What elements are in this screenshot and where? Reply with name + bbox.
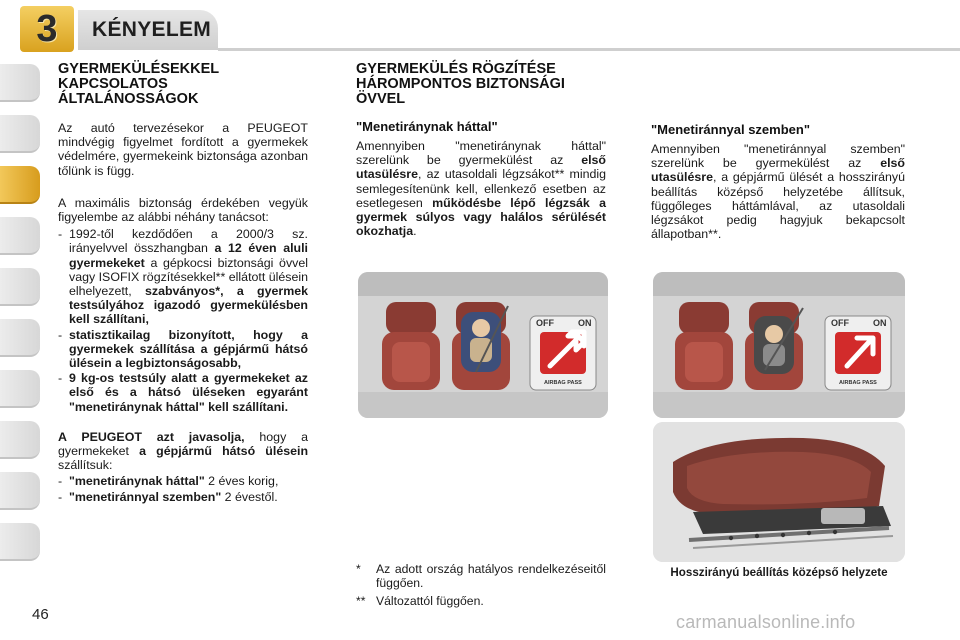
- section-heading-general: GYERMEKÜLÉSEKKEL KAPCSOLATOS ÁLTALÁNOSSÁGOK: [58, 61, 219, 107]
- thumb-tab: [0, 370, 40, 408]
- switch-caption-label: AIRBAG PASS: [839, 380, 877, 386]
- chapter-title: KÉNYELEM: [92, 18, 212, 41]
- list-item: - 9 kg-os testsúly alatt a gyermekeket az első és a hátsó üléseken egyaránt "menetiránynak háttal" kell szállítani.: [58, 371, 308, 414]
- general-info-column: [58, 62, 308, 505]
- recommendation-list: [58, 474, 308, 503]
- header-divider: [218, 48, 960, 51]
- thumb-tab: [0, 268, 40, 306]
- switch-on-label: ON: [578, 318, 592, 328]
- thumb-tab: [0, 523, 40, 561]
- recommendation-paragraph: A PEUGEOT azt javasolja, hogy a gyermekeket a gépjármű hátsó ülésein szállítsuk:: [58, 429, 309, 473]
- forward-facing-column: [651, 122, 905, 241]
- page-number: 46: [32, 606, 49, 623]
- seat-rail-photo: [653, 422, 905, 562]
- advice-paragraph: A maximális biztonság érdekében vegyük figyelembe az alábbi néhány tanácsot:: [58, 195, 308, 225]
- list-item: - statisztikailag bizonyított, hogy a gyermekek szállítása a gépjármű hátsó ülésein a legbiztonságosabb,: [58, 328, 308, 371]
- switch-caption-label: AIRBAG PASS: [544, 380, 582, 386]
- footnote: ** Változattól függően.: [356, 594, 484, 608]
- section-heading-belt: GYERMEKÜLÉS RÖGZÍTÉSE HÁROMPONTOS BIZTONSÁGI ÖVVEL: [356, 61, 565, 107]
- list-item: - 1992-től kezdődően a 2000/3 sz. irányelvvel összhangban a 12 éven aluli gyermekeket a gépkocsi biztonsági övvel vagy ISOFIX rögzítésekkel** ellátott ülésein elhelyezett, szabványos*, a gyermek testsúlyához igazodó gyermekülésben kell szállítani,: [58, 227, 308, 326]
- watermark: carmanualsonline.info: [676, 612, 856, 632]
- child-seat-icon: [754, 316, 794, 374]
- chapter-number-badge: 3: [20, 6, 74, 52]
- intro-paragraph: Az autó tervezésekor a PEUGEOT mindvégig figyelmet fordított a gyermekek védelmére, gyermekeink biztonsága azonban tőlünk is függ.: [58, 121, 308, 178]
- forward-facing-subheading: "Menetiránnyal szemben": [651, 122, 810, 137]
- thumb-tab: [0, 115, 40, 153]
- driver-seat-icon: [382, 302, 440, 390]
- driver-seat-icon: [675, 302, 733, 390]
- switch-off-label: OFF: [831, 318, 849, 328]
- rear-facing-seat-photo: [358, 272, 608, 418]
- rear-facing-paragraph: Amennyiben "menetiránynak háttal" szerelünk be gyermekülést az első utasülésre, az utasoldali légzsákot** mindig semlegesítenünk kell, ellenkező esetben az esetlegesen működésbe lépő légzsák a gyermek súlyos vagy halálos sérülését okozhatja.: [356, 139, 606, 239]
- switch-on-label: ON: [873, 318, 887, 328]
- footnote: * Az adott ország hatályos rendelkezéseitől függően.: [356, 562, 606, 590]
- forward-facing-seat-illustration: [653, 272, 905, 418]
- list-item: - "menetiránnyal szemben" 2 évestől.: [58, 490, 308, 504]
- chapter-thumb-tabs: [0, 64, 44, 574]
- switch-off-label: OFF: [536, 318, 554, 328]
- advice-list: [58, 227, 308, 414]
- thumb-tab: [0, 64, 40, 102]
- thumb-tab: [0, 217, 40, 255]
- three-point-belt-column: [356, 62, 606, 238]
- seat-rail-caption: Hosszirányú beállítás középső helyzete: [670, 566, 888, 579]
- rear-facing-seat-illustration: [358, 272, 608, 418]
- thumb-tab: [0, 472, 40, 510]
- footnotes: [356, 562, 606, 612]
- list-item: - "menetiránynak háttal" 2 éves korig,: [58, 474, 308, 488]
- seat-rail-illustration: [653, 422, 905, 562]
- thumb-tab: [0, 421, 40, 459]
- forward-facing-paragraph: Amennyiben "menetiránnyal szemben" szerelünk be gyermekülést az első utasülésre, a gépjármű ülését a hosszirányú beállítás középső helyzetébe állítsuk, függőleges háttámlával, az utasoldali légzsákot pedig hagyjuk bekapcsolt állapotban**.: [651, 142, 905, 242]
- forward-facing-seat-photo: [653, 272, 905, 418]
- rear-facing-subheading: "Menetiránynak háttal": [356, 119, 498, 134]
- thumb-tab-active: [0, 166, 40, 204]
- thumb-tab: [0, 319, 40, 357]
- chapter-header: [0, 0, 960, 52]
